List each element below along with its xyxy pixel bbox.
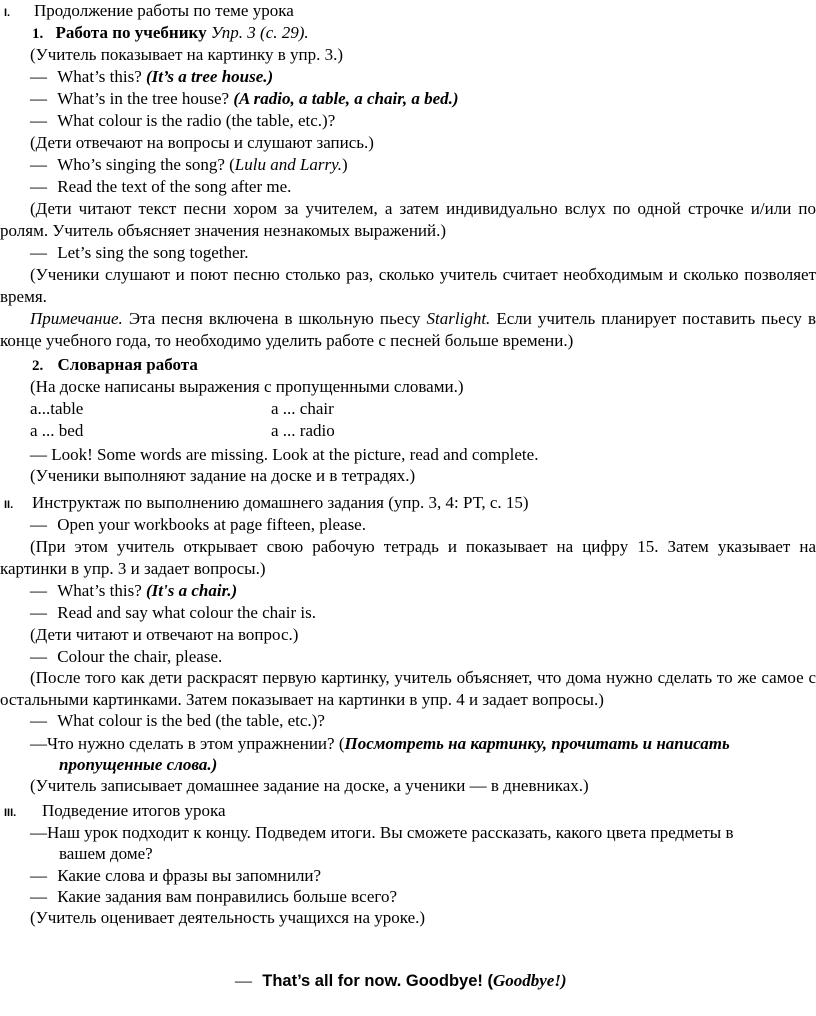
- section-title: Подведение итогов урока: [42, 801, 226, 820]
- teacher-instruction: Colour the chair, please.: [57, 647, 223, 666]
- teacher-question: —Что нужно сделать в этом упражнении? (: [30, 734, 345, 753]
- section-2-heading: [4, 492, 529, 517]
- stage-direction: (Дети читают и отвечают на вопрос.): [30, 625, 299, 644]
- stage-direction: (Ученики выполняют задание на доске и в тетрадях.): [30, 466, 416, 485]
- dash: —: [30, 887, 47, 906]
- subsection-title: Словарная работа: [57, 355, 198, 374]
- word-gap-2: a ... chair: [271, 399, 334, 418]
- teacher-question: What colour is the radio (the table, etc.)?: [57, 111, 336, 130]
- teacher-question: What’s in the tree house?: [57, 89, 230, 108]
- stage-direction: (Учитель записывает домашнее задание на доске, а ученики — в дневниках.): [30, 776, 589, 795]
- teacher-question: Какие слова и фразы вы запомнили?: [57, 866, 322, 885]
- dialogue-line: [30, 66, 273, 88]
- word-gap-3: a ... bed: [30, 421, 84, 440]
- section-title: Инструктаж по выполнению домашнего задания (упр. 3, 4: РТ, с. 15): [32, 493, 529, 512]
- dash: —: [30, 111, 47, 130]
- stage-direction: (Ученики слушают и поют песню столько раз, сколько учитель считает необходимым и сколько позволяет время.: [0, 265, 816, 306]
- student-answer: Lulu and Larry.: [234, 155, 343, 174]
- stage-direction: (После того как дети раскрасят первую картинку, учитель объясняет, что дома нужно сделать то же самое с остальными картинками. Затем показывает на картинки в упр. 4 и задает вопросы.): [0, 668, 816, 709]
- note-text: Если учитель планирует поставить пьесу в конце учебного года, то необходимо уделить работе с песней больше времени.): [0, 309, 816, 350]
- dialogue-line: [30, 514, 366, 536]
- dialogue-line: —Наш урок подходит к концу. Подведем итоги. Вы сможете рассказать, какого цвета предметы в: [30, 823, 734, 842]
- student-answer: (It's a chair.): [146, 581, 238, 600]
- teacher-instruction: Open your workbooks at page fifteen, please.: [57, 515, 366, 534]
- dash: —: [30, 243, 47, 262]
- note-label: Примечание.: [30, 309, 123, 328]
- dash: —: [30, 155, 47, 174]
- teacher-instruction: Read and say what colour the chair is.: [57, 603, 316, 622]
- stage-direction: (На доске написаны выражения с пропущенными словами.): [30, 377, 464, 396]
- dash: —: [235, 971, 252, 990]
- teacher-instruction: — Look! Some words are missing. Look at the picture, read and complete.: [30, 445, 539, 464]
- section-1-heading: [4, 0, 294, 25]
- section-title: Продолжение работы по теме урока: [34, 1, 294, 20]
- teacher-question: What colour is the bed (the table, etc.)?: [57, 711, 325, 730]
- student-answer: (It’s a tree house.): [146, 67, 274, 86]
- dialogue-line: [30, 154, 348, 176]
- student-answer: пропущенные слова.): [59, 755, 218, 774]
- dialogue-line: [30, 580, 237, 602]
- teacher-question: Какие задания вам понравились больше всего?: [57, 887, 398, 906]
- stage-direction: (Учитель оценивает деятельность учащихся на уроке.): [30, 908, 426, 927]
- teacher-question: What’s this?: [57, 581, 142, 600]
- student-answer-continued: [59, 754, 217, 776]
- closing-line: [235, 970, 567, 993]
- section-number: I.: [4, 7, 11, 19]
- dialogue-line: [30, 110, 335, 132]
- section-number: II.: [4, 499, 14, 511]
- close-paren: ): [342, 155, 348, 174]
- stage-direction: (Учитель показывает на картинку в упр. 3.): [30, 45, 344, 64]
- dialogue-line: [30, 710, 325, 732]
- dash: —: [30, 177, 47, 196]
- student-answer: Goodbye!): [492, 971, 567, 990]
- dash: —: [30, 603, 47, 622]
- dialogue-line-continued: вашем доме?: [59, 844, 153, 863]
- teacher-question: What’s this?: [57, 67, 142, 86]
- section-3-heading: [4, 800, 226, 825]
- word-gap-1: a...table: [30, 399, 84, 418]
- stage-direction: (Дети читают текст песни хором за учителем, а затем индивидуально вслух по одной строчке и/или по ролям. Учитель объясняет значения незнакомых выражений.): [0, 199, 816, 240]
- dialogue-line: [30, 733, 730, 755]
- student-answer: Посмотреть на картинку, прочитать и написать: [344, 734, 730, 753]
- dash: —: [30, 711, 47, 730]
- note-text: Эта песня включена в школьную пьесу: [122, 309, 427, 328]
- note-paragraph: [0, 308, 816, 351]
- teacher-instruction: Let’s sing the song together.: [57, 243, 249, 262]
- word-gap-4: a ... radio: [271, 421, 335, 440]
- student-answer: (A radio, a table, a chair, a bed.): [233, 89, 459, 108]
- subsection-number: 1.: [32, 26, 44, 42]
- subsection-number: 2.: [32, 358, 44, 374]
- teacher-instruction: Read the text of the song after me.: [57, 177, 292, 196]
- dialogue-line: [30, 865, 321, 887]
- dialogue-line: [30, 242, 248, 264]
- dialogue-line: [30, 602, 316, 624]
- dash: —: [30, 67, 47, 86]
- stage-direction: (При этом учитель открывает свою рабочую тетрадь и показывает на цифру 15. Затем указывает на картинки в упр. 3 и задает вопросы.): [0, 537, 816, 578]
- exercise-reference: Упр. 3 (с. 29).: [210, 23, 309, 42]
- stage-direction: (Дети отвечают на вопросы и слушают запись.): [30, 133, 374, 152]
- dialogue-line: [30, 88, 459, 110]
- dash: —: [30, 515, 47, 534]
- dialogue-line: [30, 886, 397, 908]
- dialogue-line: [30, 176, 291, 198]
- dash: —: [30, 89, 47, 108]
- dash: —: [30, 647, 47, 666]
- dash: —: [30, 581, 47, 600]
- teacher-question: Who’s singing the song? (: [57, 155, 235, 174]
- closing-phrase: That’s all for now. Goodbye! (: [262, 972, 493, 990]
- dialogue-line: [30, 646, 222, 668]
- subsection-title: Работа по учебнику: [55, 23, 207, 42]
- play-title: Starlight.: [426, 309, 491, 328]
- dash: —: [30, 866, 47, 885]
- subsection-2-heading: [32, 354, 198, 378]
- section-number: III.: [4, 807, 17, 819]
- subsection-1-heading: [32, 22, 309, 46]
